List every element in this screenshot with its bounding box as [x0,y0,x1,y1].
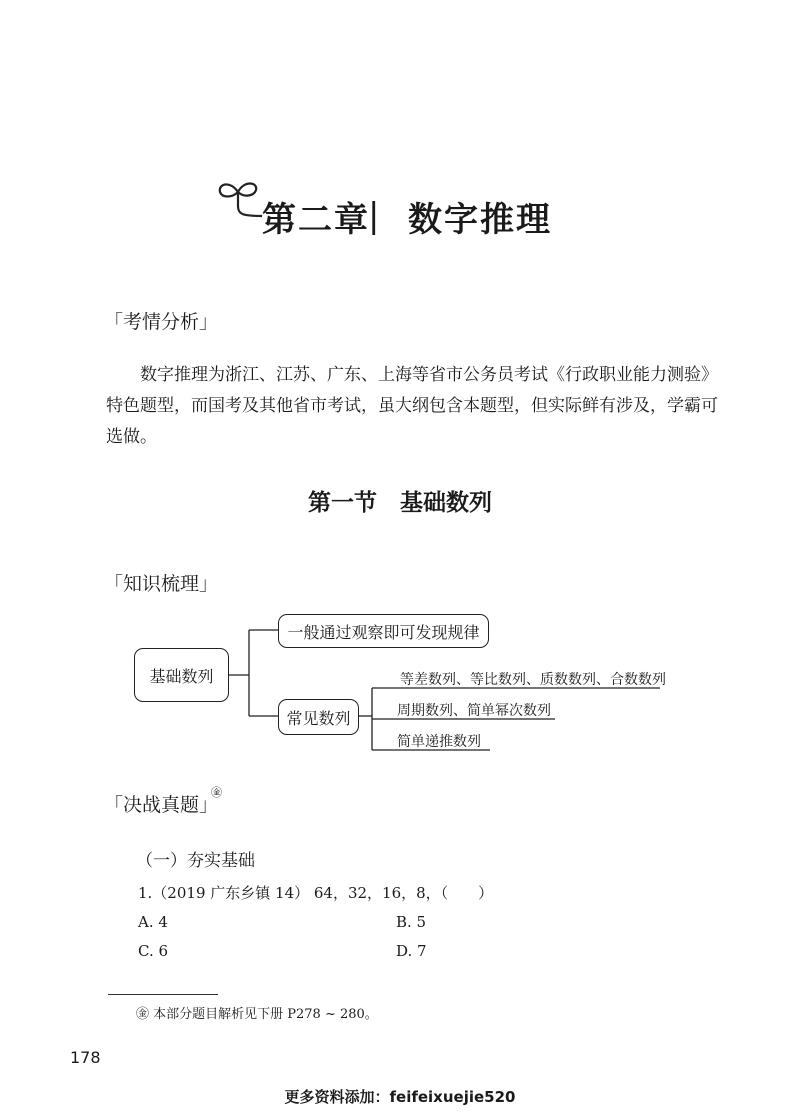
option-c: C. 6 [138,942,169,960]
mindmap-leaf-2: 周期数列、简单幂次数列 [397,703,551,719]
analysis-paragraph-line1: 数字推理为浙江、江苏、广东、上海等省市公务员考试《行政职业能力测验》 [140,365,718,385]
chapter-label: 第二章 [262,200,370,240]
footnote-text: ㊎ 本部分题目解析见下册 P278 ~ 280。 [136,1007,378,1022]
watermark-text: 更多资料添加：feifeixuejie520 [284,1088,516,1106]
exam-heading: 「决战真题」 [104,794,219,816]
chapter-separator: | [368,196,380,236]
question-stem: 1.（2019 广东乡镇 14） 64，32，16，8，（ ） [138,884,494,902]
mindmap-leaf-3: 简单递推数列 [397,734,481,750]
option-b: B. 5 [396,913,427,931]
mindmap-branch-observe: 一般通过观察即可发现规律 [278,614,489,648]
question-group-title: （一）夯实基础 [136,851,255,871]
mindmap-root: 基础数列 [134,648,229,702]
mindmap-branch-common: 常见数列 [278,699,359,735]
section-title: 第一节 基础数列 [308,490,492,516]
analysis-paragraph-line3: 选做。 [106,427,157,447]
footnote-mark: ㊎ [211,786,222,799]
option-d: D. 7 [396,942,427,960]
page-number: 178 [70,1048,101,1067]
chapter-title: 数字推理 [408,200,552,240]
footnote-rule [108,994,218,995]
analysis-paragraph-line2: 特色题型，而国考及其他省市考试，虽大纲包含本题型，但实际鲜有涉及，学霸可 [106,396,718,416]
option-a: A. 4 [138,913,168,931]
analysis-heading: 「考情分析」 [104,311,219,333]
mindmap-leaf-1: 等差数列、等比数列、质数数列、合数数列 [400,672,666,688]
knowledge-heading: 「知识梳理」 [104,573,219,595]
